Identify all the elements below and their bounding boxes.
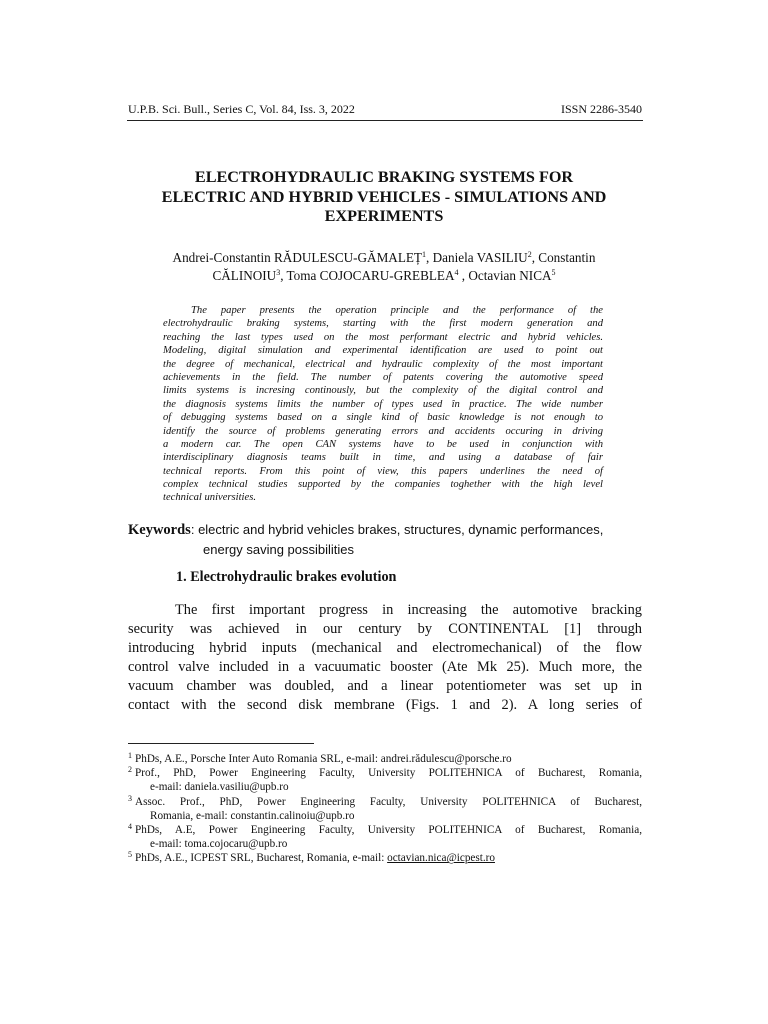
footnote-number: 2: [128, 765, 132, 775]
journal-citation: U.P.B. Sci. Bull., Series C, Vol. 84, Iss. 3, 2022: [128, 102, 355, 116]
footnote-divider: [128, 743, 314, 744]
footnote-number: 4: [128, 821, 132, 831]
running-header: [128, 102, 642, 120]
abstract-line: technical reports. From this point of view, this papers underlines the need of: [163, 465, 603, 477]
author-affiliation-mark: 2: [527, 250, 532, 259]
abstract-line: of debugging systems based on a single kind of basic knowledge is not enough to: [163, 412, 603, 424]
abstract-line: achievements in the field. The number of patents covering the automotive speed: [163, 371, 603, 383]
footnote-text: Prof., PhD, Power Engineering Faculty, University POLITEHNICA of Bucharest, Romania,: [135, 767, 642, 780]
section-heading: 1. Electrohydraulic brakes evolution: [176, 569, 397, 585]
author-separator: , Constantin: [531, 250, 596, 265]
keywords-block: [128, 520, 642, 559]
header-divider: [127, 120, 643, 121]
footnote-number: 1: [128, 751, 132, 760]
footnote: [128, 766, 642, 780]
abstract-line: The paper presents the operation principle and the performance of the: [191, 305, 603, 316]
author-separator: ,: [458, 268, 469, 283]
abstract-line: complex technical studies supported by the companies toghether with the high level: [163, 479, 603, 491]
footnote: [128, 752, 642, 766]
title-line: ELECTROHYDRAULIC BRAKING SYSTEMS FOR: [194, 168, 574, 186]
footnote-text: PhDs, A.E., ICPEST SRL, Bucharest, Romania, e-mail:: [135, 852, 388, 865]
abstract-line: reaching the last types used on the most performant electric and hybrid vehicles.: [163, 331, 603, 343]
body-line: security was achieved in our century by CONTINENTAL [1] through: [128, 621, 642, 637]
title-line: ELECTRIC AND HYBRID VEHICLES - SIMULATIONS AND: [161, 187, 607, 206]
title-line: EXPERIMENTS: [324, 207, 444, 225]
footnote: [128, 795, 642, 809]
issn-label: ISSN 2286-3540: [560, 102, 642, 116]
footnotes: [128, 752, 642, 866]
body-line: vacuum chamber was doubled, and a linear potentiometer was set up in: [128, 678, 642, 694]
footnote-email-link[interactable]: octavian.nica@icpest.ro: [387, 852, 495, 865]
body-line: contact with the second disk membrane (Figs. 1 and 2). A long series of: [128, 697, 642, 713]
abstract-line: a modern car. The open CAN systems have to be used in conjunction with: [163, 438, 603, 450]
abstract-line: electrohydraulic braking systems, starting with the first modern generation and: [163, 318, 603, 330]
footnote-number: 3: [128, 793, 132, 803]
abstract-line: identify the source of problems generating errors and accidents occuring in driving: [163, 425, 603, 437]
author-name: Toma COJOCARU-GREBLEA: [286, 268, 455, 283]
footnote-text: PhDs, A.E, Power Engineering Faculty, University POLITEHNICA of Bucharest, Romania,: [135, 823, 642, 836]
body-line: control valve included in a vacuumatic booster (Ate Mk 25). Much more, the: [128, 659, 642, 675]
body-line: The first important progress in increasing the automotive bracking: [175, 602, 642, 618]
author-affiliation-mark: 1: [422, 250, 426, 259]
keywords-label: Keywords: [128, 522, 191, 538]
abstract-line: technical universities.: [163, 492, 256, 504]
author-line-2: [118, 267, 650, 285]
author-line-1: [118, 249, 650, 267]
abstract-line: the degree of mechanical, electrical and hydraulic complexity of the most important: [163, 358, 603, 370]
author-name: CĂLINOIU: [212, 268, 277, 283]
footnote-continuation: e-mail: daniela.vasiliu@upb.ro: [150, 781, 289, 794]
author-list: [118, 249, 650, 285]
footnote-text: PhDs, A.E., Porsche Inter Auto Romania SRL, e-mail: andrei.rădulescu@porsche.ro: [135, 753, 512, 765]
footnote-continuation: Romania, e-mail: constantin.calinoiu@upb.ro: [150, 809, 355, 822]
author-affiliation-mark: 3: [276, 268, 281, 277]
abstract-line: interdisciplinary diagnosis teams built in time, and using a database of fair: [163, 452, 603, 464]
abstract-line: Modeling, digital simulation and experimental identification are used to point out: [163, 345, 603, 357]
author-name: Daniela VASILIU: [432, 250, 528, 265]
abstract-line: the diagnosis systems limits the number of types used în practice. The wide number: [163, 398, 603, 410]
author-affiliation-mark: 4: [454, 268, 459, 277]
author-name: Andrei-Constantin RĂDULESCU-GĂMALEȚ: [172, 250, 422, 265]
abstract-line: limits systems is incresing continously, but the complexity of the digital control and: [163, 385, 603, 397]
paper-title: [118, 168, 650, 227]
author-affiliation-mark: 5: [551, 268, 556, 277]
abstract: [163, 304, 603, 505]
author-separator: ,: [426, 250, 433, 265]
keywords-list-continued: energy saving possibilities: [203, 542, 355, 557]
author-name: Octavian NICA: [468, 268, 552, 283]
body-line: introducing hybrid inputs (mechanical and electromechanical) of the flow: [128, 640, 642, 656]
author-separator: ,: [280, 268, 287, 283]
footnote: [128, 851, 642, 865]
body-paragraph: [128, 601, 642, 715]
footnote-continuation: e-mail: toma.cojocaru@upb.ro: [150, 838, 288, 851]
keywords-list: : electric and hybrid vehicles brakes, structures, dynamic performances,: [190, 522, 604, 537]
footnote-text: Assoc. Prof., PhD, Power Engineering Faculty, University POLITEHNICA of Bucharest,: [135, 795, 642, 808]
footnote-number: 5: [128, 850, 132, 860]
footnote: [128, 823, 642, 837]
